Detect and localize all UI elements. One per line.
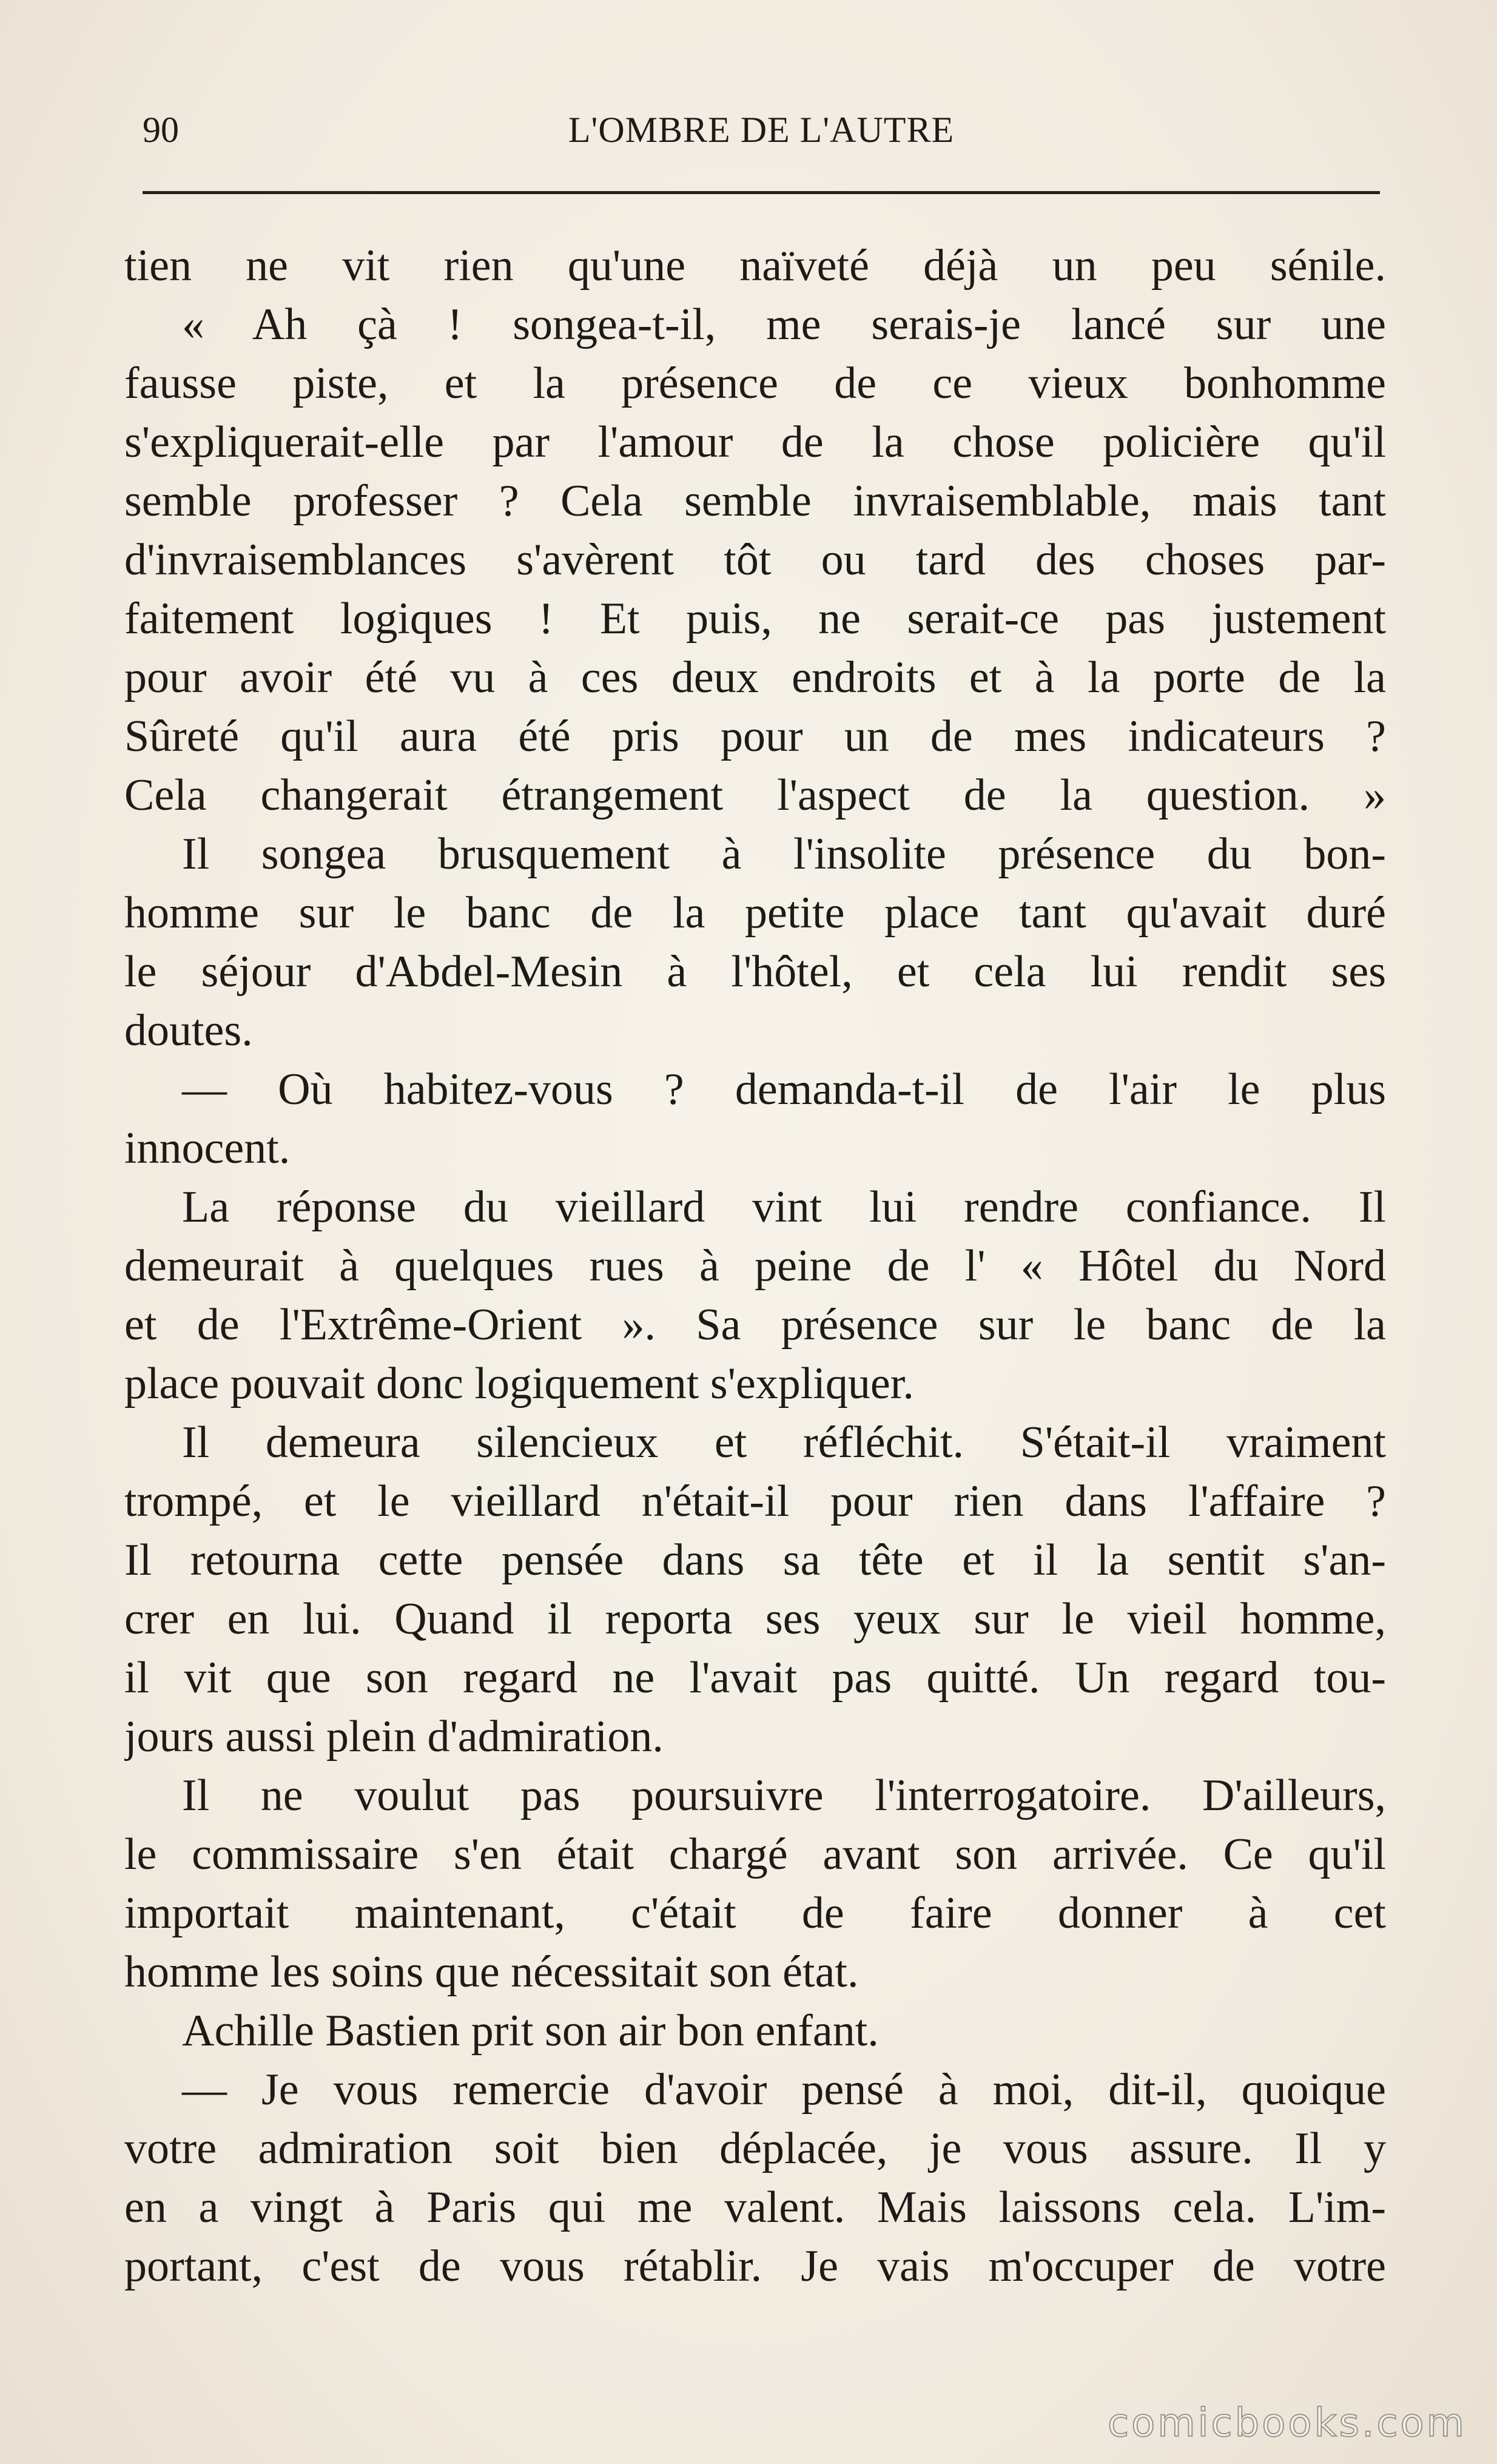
text-line: le commissaire s'en était chargé avant son arrivée. Ce qu'il [124, 1829, 1386, 1879]
text-line: votre admiration soit bien déplacée, je vous assure. Il y [124, 2124, 1386, 2173]
text-line: d'invraisemblances s'avèrent tôt ou tard des choses par- [124, 535, 1386, 585]
text-line: faitement logiques ! Et puis, ne serait-ce pas justement [124, 594, 1386, 644]
watermark: comicbooks.com [1107, 2401, 1467, 2446]
text-line: innocent. [124, 1123, 291, 1173]
text-line: Il demeura silencieux et réfléchit. S'était-il vraiment [182, 1418, 1386, 1467]
text-line: La réponse du vieillard vint lui rendre confiance. Il [182, 1182, 1386, 1232]
text-line: s'expliquerait-elle par l'amour de la chose policière qu'il [124, 417, 1386, 467]
text-line: Achille Bastien prit son air bon enfant. [182, 2006, 879, 2056]
text-line: le séjour d'Abdel-Mesin à l'hôtel, et cela lui rendit ses [124, 947, 1386, 997]
body-text [124, 237, 1386, 2296]
text-line: Sûreté qu'il aura été pris pour un de mes indicateurs ? [124, 712, 1386, 761]
text-line: et de l'Extrême-Orient ». Sa présence sur le banc de la [124, 1300, 1386, 1350]
text-line: semble professer ? Cela semble invraisemblable, mais tant [124, 476, 1386, 526]
text-line: importait maintenant, c'était de faire donner à cet [124, 1888, 1386, 1938]
text-line: homme sur le banc de la petite place tant qu'avait duré [124, 888, 1386, 938]
text-line: place pouvait donc logiquement s'expliquer. [124, 1359, 914, 1409]
text-line: crer en lui. Quand il reporta ses yeux sur le vieil homme, [124, 1594, 1386, 1644]
text-line: Il retourna cette pensée dans sa tête et il la sentit s'an- [124, 1535, 1386, 1585]
text-line: — Je vous remercie d'avoir pensé à moi, dit-il, quoique [182, 2065, 1386, 2115]
running-title: L'OMBRE DE L'AUTRE [568, 110, 955, 150]
text-line: Il songea brusquement à l'insolite présence du bon- [182, 829, 1386, 879]
text-line: trompé, et le vieillard n'était-il pour rien dans l'affaire ? [124, 1476, 1386, 1526]
page-header [143, 103, 1380, 164]
text-line: tien ne vit rien qu'une naïveté déjà un peu sénile. [124, 241, 1386, 291]
text-line: pour avoir été vu à ces deux endroits et à la porte de la [124, 653, 1386, 702]
text-line: jours aussi plein d'admiration. [124, 1712, 664, 1762]
text-line: il vit que son regard ne l'avait pas quitté. Un regard tou- [124, 1653, 1386, 1703]
text-line: en a vingt à Paris qui me valent. Mais laissons cela. L'im- [124, 2183, 1386, 2232]
text-line: — Où habitez-vous ? demanda-t-il de l'air le plus [182, 1065, 1386, 1114]
page-number: 90 [143, 110, 179, 150]
text-line: Il ne voulut pas poursuivre l'interrogatoire. D'ailleurs, [182, 1771, 1386, 1820]
text-line: Cela changerait étrangement l'aspect de la question. » [124, 770, 1386, 820]
text-line: demeurait à quelques rues à peine de l' « Hôtel du Nord [124, 1241, 1386, 1291]
header-rule [143, 191, 1380, 194]
text-line: portant, c'est de vous rétablir. Je vais m'occuper de votre [124, 2241, 1386, 2291]
text-line: doutes. [124, 1006, 253, 1055]
text-line: homme les soins que nécessitait son état. [124, 1947, 859, 1997]
text-line: fausse piste, et la présence de ce vieux bonhomme [124, 358, 1386, 408]
text-line: « Ah çà ! songea-t-il, me serais-je lancé sur une [182, 300, 1386, 349]
